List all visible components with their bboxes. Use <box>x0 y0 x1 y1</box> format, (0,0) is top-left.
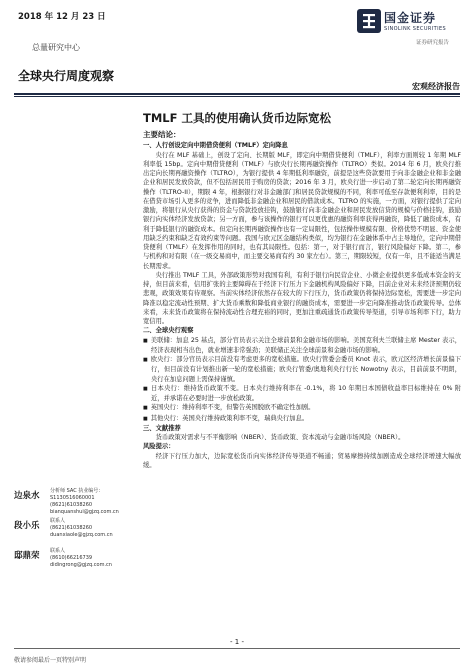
risk-heading: 风险提示： <box>143 443 175 451</box>
analyst-name: 邸鼎荣 <box>14 551 40 561</box>
analyst-card <box>14 548 132 576</box>
paragraph: 货币政策对需求与不平衡影响（NBER）、货币政策、资本流动与金融市场风险（NBER）。 <box>155 434 405 441</box>
analyst-card <box>14 488 132 516</box>
header-rule-thin <box>14 96 460 97</box>
logo-subtitle: 证券研究报告 <box>416 40 450 46</box>
paragraph: 央行推出 TMLF 工具，外部政策形势对我国有利，有利于银行向民营企业、小微企业提供更多低成本资金的支持，但目前来看，信用扩张的主要障碍在于经济下行压力下金融机构风险偏好下降，目前企业对未来经济预期仍较悲观，政策效果有待观察。当前实体经济依然存在较大的下行压力，货币政策仍将保持边际宽松，需要进一步定向降准以稳定流动性预期、扩大货币乘数和降低商业银行的融资成本，需要进一步定向降准推动货币政策传导。总体来看，未来货币政策将在保持流动性合理充裕的同时，更加注重疏通货币政策传导渠道，引导市场利率下行，助力宽信用。 <box>143 271 461 325</box>
footer-rule <box>14 648 460 649</box>
paragraph: 经济下行压力加大，边际宽松货币向实体经济传导渠道不畅通；贸易摩擦持续加剧造成全球经济增速大幅放缓。 <box>143 452 461 469</box>
bullet-item: ■ 日本央行：维持货币政策不变。日本央行维持利率在 -0.1%，将 10 年期日本国债收益率目标维持在 0% 附近，并承诺在必要时进一步放松政策。 <box>143 384 461 404</box>
bullet-item: ■ 美联储：加息 25 基点，部分官员表示关注全球前景和金融市场的影响。美国克利夫兰联储主席 Mester 表示，经济表现相当出色，就业增速非常强劲；美联储正关注全球前景和金融市场的影响。 <box>143 336 461 356</box>
section-heading-2: 二、全球央行观察 <box>143 327 194 335</box>
analyst-title: 分析师 SAC 执业编号：S1130516060001 <box>50 488 104 501</box>
analyst-title: 联系人 <box>50 548 66 554</box>
analyst-phone: (8610)66216739 <box>50 555 93 561</box>
research-dept: 总量研究中心 <box>32 43 80 52</box>
paragraph: 央行在 MLF 基础上，创设了定向、长期版 MLF，即定向中期借贷便利（TMLF），利率方面则较 1 年期 MLF 利率低 15bp。定向中期借贷便利（TMLF）与欧央行长期再融资操作（TLTRO）类似。2014 年 6 月，欧央行推出定向长期再融资操作（TLTRO），为银行提供 4 年期低利率融资，前提是这些贷款要用于向非金融企业和非金融企业和居民发放贷款，但不包括居民用于购房的贷款；2016 年 3 月，欧央行进一步启动了第二轮定向长期再融资操作（TLTRO-II），期限 4 年，根据银行对非金融部门和居民贷款规模的不同，利率可低至存款便利利率，目的是在借贷市场引入更多的竞争，进而降低非金融企业和居民的借款成本。TLTRO 的实施，一方面，对银行提供了定向激励，将银行从央行获得的资金与贷款投放挂钩，鼓励银行向非金融企业和居民发放信贷的规模与价格挂钩，鼓励银行向实体经济发放贷款；另一方面，参与该操作的银行可以更优惠的融资利率获得再融资，降低了融资成本，有利于降低银行的融资成本。但定向长期再融资操作也有一定局限性，包括操作规模有限、价格优势不明显、资金使用缺乏约束和缺乏有效约束等问题。我国与欧元区金融结构类似，均为银行在金融体系中占主导地位，定向中期借贷便利（TMLF）在发挥作用的同时，也有其局限性。包括：第一，对于银行而言，银行风险偏好下降。第二，参与机构和对有限（在一级交易商中，而主要交易商有约 30 家左右）。第三，期限较短，仅有一年，且不能适当满足长期需求。 <box>143 151 461 270</box>
logo-mark-icon <box>356 8 382 34</box>
logo-name-en: SINOLINK SECURITIES <box>384 26 447 32</box>
analyst-contact <box>50 518 113 539</box>
analyst-email[interactable]: duanxiaole@gjzq.com.cn <box>50 532 113 538</box>
analyst-email[interactable]: didingrong@gjzq.com.cn <box>50 562 112 568</box>
bullet-item: ■ 其他央行：英国央行维持政策利率不变，瑞典央行加息。 <box>143 414 461 424</box>
header-rule <box>14 93 460 95</box>
section-heading-3: 三、文献推荐 <box>143 424 181 432</box>
section-heading-1: 一、人行创设定向中期借贷便利（TMLF）定向降息 <box>143 142 288 150</box>
main-title: TMLF 工具的使用确认货币边际宽松 <box>143 111 331 125</box>
logo-name-cn: 国金证券 <box>384 11 437 25</box>
series-title: 全球央行周度观察 <box>18 69 115 83</box>
analyst-phone: (8621)61038260 <box>50 502 93 508</box>
analyst-email[interactable]: bianquanshui@gjzq.com.cn <box>50 509 119 515</box>
bullet-item: ■ 英国央行：维持利率不变，但警告英国脱欧不确定性加剧。 <box>143 403 461 413</box>
analyst-contact <box>50 548 112 569</box>
summary-heading: 主要结论： <box>143 130 181 139</box>
main-content <box>143 130 461 470</box>
analyst-name: 边泉水 <box>14 491 40 501</box>
analyst-card <box>14 518 132 546</box>
report-type: 宏观经济报告 <box>412 82 460 91</box>
company-logo <box>356 8 466 48</box>
analyst-contact <box>50 488 132 516</box>
analyst-list <box>14 488 132 578</box>
page-number: - 1 - <box>230 638 244 646</box>
analyst-name: 段小乐 <box>14 521 40 531</box>
report-date: 2018 年 12 月 23 日 <box>18 12 106 22</box>
analyst-title: 联系人 <box>50 518 66 524</box>
bullet-item: ■ 欧央行：部分官员表示目前没有考虑更多的宽松措施。欧央行管委会委员 Knot 表示，欧元区经济增长前景偏下行，但目前没有计划推出新一轮的宽松措施；欧央行管委/奥地利央行行长 Nowotny 表示，目前前景不明朗，央行在加息问题上需保持谨慎。 <box>143 355 461 384</box>
footer-disclaimer: 敬请参阅最后一页特别声明 <box>14 657 87 664</box>
analyst-phone: (8621)61038260 <box>50 525 93 531</box>
